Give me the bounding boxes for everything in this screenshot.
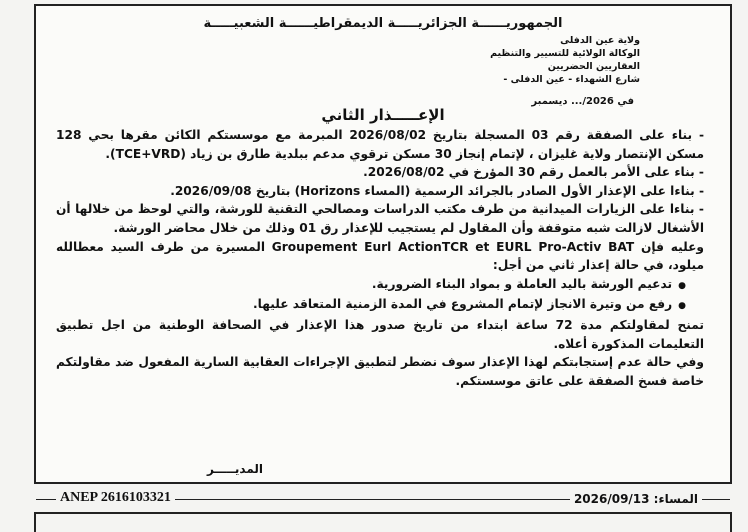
list-item: ● رفع من وتيرة الانجاز لإتمام المشروع في المدة الزمنية المتعاقد عليها. xyxy=(56,295,686,316)
sender-address xyxy=(450,34,640,86)
address-line: الوكالة الولائية للتسيير والتنظيم xyxy=(490,48,640,59)
notice-frame xyxy=(34,4,732,484)
list-item: ● تدعيم الورشة باليد العاملة و بمواد البناء الضرورية. xyxy=(56,275,686,296)
clause-site-visits: - بناءا على الزيارات الميدانية من طرف مكتب الدراسات ومصالحي التقنية للورشة، والتي لوحظ من خلالها أن الأشغال لازالت شبه متوقفة وأن المقاول لم يستجيب للإعذار رق 01 وذلك من خلال محاضر الورشة. xyxy=(56,202,704,235)
clause-deadline: تمنح لمقاولتكم مدة 72 ساعة ابتداء من تاريخ صدور هذا الإعذار في الصحافة الوطنية من اجل تطبيق التعليمات المذكورة أعلاه. xyxy=(56,317,704,351)
address-line: شارع الشهداء - عين الدفلى - xyxy=(503,74,640,85)
notice-heading: الإعـــــذار الثاني xyxy=(321,106,445,124)
publication-date: المساء: 2026/09/13 xyxy=(570,492,702,506)
newspaper-footer xyxy=(34,490,732,508)
anep-reference: ANEP 2616103321 xyxy=(56,490,175,505)
notice-body xyxy=(56,126,704,390)
signature-title: المديـــــر xyxy=(206,462,264,476)
clause-work-order: - بناء على الأمر بالعمل رقم 30 المؤرخ في 2026/08/02. xyxy=(363,165,704,180)
address-line: العقاريين الحضريين xyxy=(547,61,640,72)
clause-contractor: وعليه فإن Groupement Eurl ActionTCR et EURL Pro-Activ BAT المسيرة من طرف السيد معطالله ميلود، في حالة إعذار ثاني من أجل: xyxy=(56,239,704,273)
next-notice-border xyxy=(34,512,732,532)
clause-contract: - بناء على الصفقة رقم 03 المسجلة بتاريخ 2026/08/02 المبرمة مع موسستكم الكائن مقرها بحي 128 مسكن الإنتصار ولاية غليزان ، لإتمام إنجاز 30 مسكن ترقوي مدعم ببلدية طارق بن زياد (TCE+VRD). xyxy=(56,128,705,161)
issue-date: في 2026/... ديسمبر xyxy=(531,96,634,107)
address-line: ولاية عين الدفلى xyxy=(560,35,640,46)
requirements-list xyxy=(56,275,704,316)
republic-title: الجمهوريــــــة الجزائريـــــة الديمقراطيــــــة الشعبيـــــة xyxy=(203,16,563,31)
clause-sanctions: وفي حالة عدم إستجابتكم لهذا الإعذار سوف نضطر لتطبيق الإجراءات العقابية السارية المفعول ضد مقاولتكم خاصة فسخ الصفقة على عاتق موسستكم. xyxy=(56,355,704,388)
clause-first-notice: - بناءا على الإعذار الأول الصادر بالجرائد الرسمية (المساء Horizons) بتاريخ 2026/09/08. xyxy=(170,183,704,198)
